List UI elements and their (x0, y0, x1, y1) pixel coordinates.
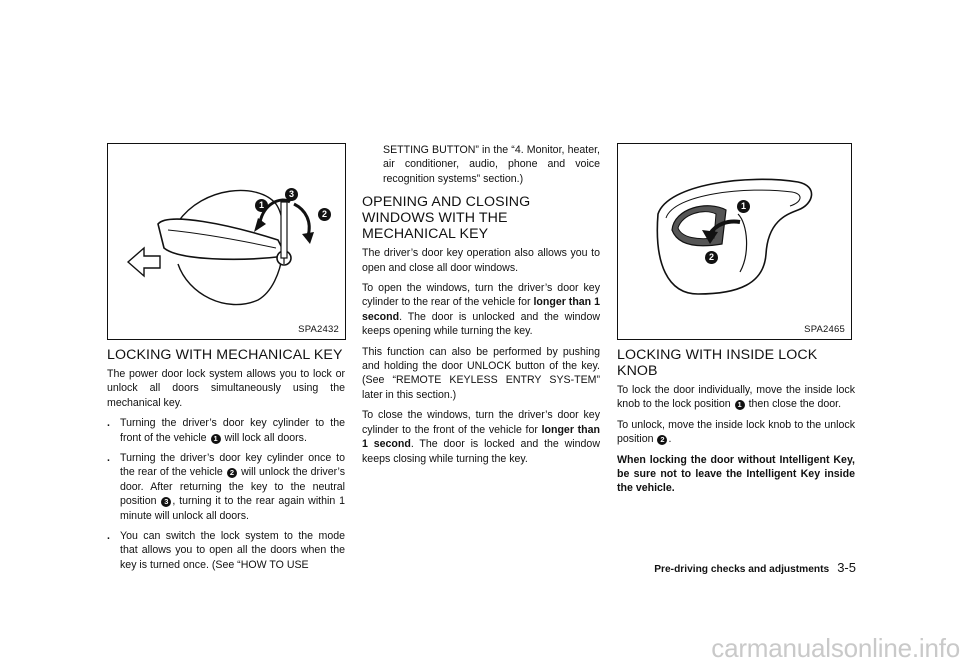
paragraph (617, 383, 855, 412)
bullet-item (107, 416, 345, 445)
watermark: carmanualsonline.info (711, 633, 960, 663)
callout-1: 1 (737, 200, 750, 213)
paragraph-text: To lock the door individually, move the inside lock knob to the lock position (617, 384, 855, 411)
paragraph-text: . (668, 433, 672, 446)
bullet-item (107, 451, 345, 523)
callout-3: 3 (285, 188, 298, 201)
page-footer (606, 559, 856, 577)
bullet-marker: . (107, 530, 110, 543)
inside-lock-knob-figure (617, 143, 852, 340)
inside-lock-knob-illustration (618, 144, 850, 338)
bullet-text: Turning the driver’s door key cylinder to the front of the vehicle (120, 417, 345, 444)
door-handle-illustration (108, 144, 344, 338)
warning-text: When locking the door without Intelligent Key, be sure not to leave the Intelligent Key inside the vehicle. (617, 453, 855, 495)
door-handle-key-figure (107, 143, 346, 340)
emphasis-text: longer than 1 second (362, 296, 601, 323)
section-heading: LOCKING WITH INSIDE LOCK KNOB (617, 347, 818, 379)
paragraph (617, 418, 855, 447)
paragraph-text: . The door is unlocked and the window keeps opening while turning the key. (362, 310, 600, 338)
callout-1: 1 (735, 400, 745, 410)
callout-2: 2 (227, 468, 237, 478)
bullet-text: , turning it to the rear again within 1 minute will unlock all doors. (120, 495, 345, 522)
figure-code: SPA2465 (804, 324, 845, 335)
column-right (617, 143, 855, 496)
callout-2: 2 (657, 435, 667, 445)
paragraph-continued: SETTING BUTTON” in the “4. Monitor, heater, air conditioner, audio, phone and voice recognition systems” section.) (383, 144, 600, 185)
section-heading: LOCKING WITH MECHANICAL KEY (107, 347, 343, 363)
column-left (107, 143, 345, 572)
paragraph-text: To close the windows, turn the driver’s door key cylinder to the front of the vehicle for (362, 409, 600, 436)
bullet-marker: . (107, 452, 110, 465)
paragraph: The driver’s door key operation also allows you to open and close all door windows. (362, 247, 600, 274)
paragraph: The power door lock system allows you to lock or unlock all doors simultaneously using the mechanical key. (107, 368, 345, 409)
callout-2: 2 (318, 208, 331, 221)
paragraph: This function can also be performed by pushing and holding the door UNLOCK button of the key. (See “REMOTE KEYLESS ENTRY SYS-TEM” later in this section.) (362, 345, 600, 401)
paragraph-text: To unlock, move the inside lock knob to the unlock position (617, 418, 855, 446)
emphasis-text: longer than 1 second (362, 423, 600, 451)
paragraph-text: . The door is locked and the window keeps closing while turning the key. (362, 438, 600, 465)
bullet-text: will unlock the driver’s door. After returning the key to the neutral position (120, 466, 345, 508)
bullet-marker: . (107, 417, 110, 430)
bullet-text: Turning the driver’s door key cylinder once to the rear of the vehicle (120, 452, 345, 479)
page-number: 3-5 (837, 560, 856, 575)
paragraph (362, 408, 600, 466)
section-heading: OPENING AND CLOSING WINDOWS WITH THE MECHANICAL KEY (362, 194, 531, 243)
bullet-text: will lock all doors. (224, 431, 307, 444)
paragraph-text: To open the windows, turn the driver’s door key cylinder to the rear of the vehicle for (362, 282, 600, 309)
paragraph-text: then close the door. (748, 398, 842, 411)
footer-section-title: Pre-driving checks and adjustments (654, 564, 830, 575)
callout-3: 3 (161, 497, 171, 507)
figure-code: SPA2432 (298, 324, 339, 335)
paragraph (362, 281, 600, 339)
bullet-item (107, 529, 345, 572)
callout-2: 2 (705, 251, 718, 264)
callout-1: 1 (255, 199, 268, 212)
column-middle (362, 143, 600, 466)
bullet-text: You can switch the lock system to the mode that allows you to open all the doors when the key is turned once. (See “HOW TO USE (120, 530, 345, 571)
callout-1: 1 (211, 434, 221, 444)
